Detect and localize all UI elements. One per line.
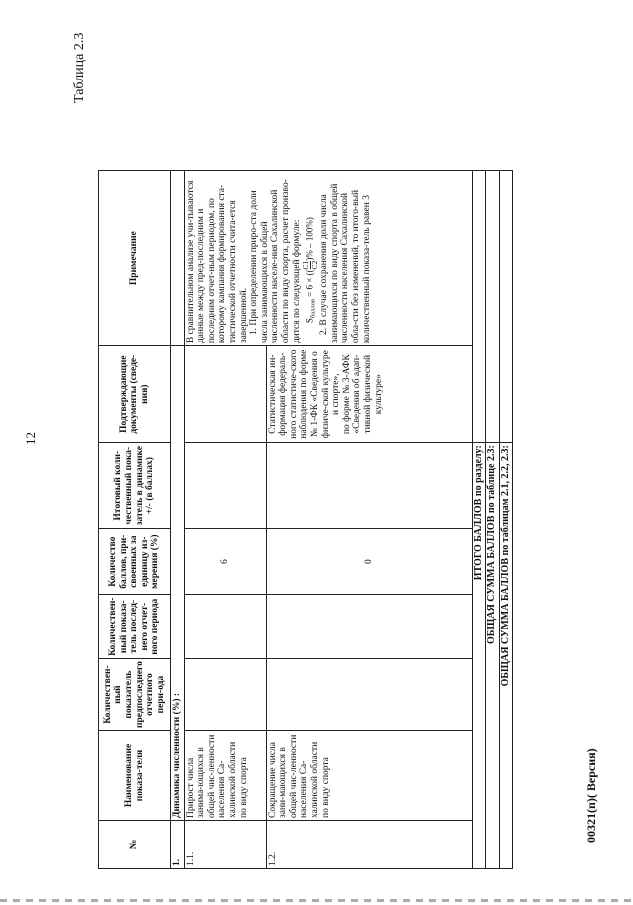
row-docs-empty bbox=[184, 346, 266, 443]
total-label: ОБЩАЯ СУММА БАЛЛОВ по таблицам 2.1, 2.2, 2.3: bbox=[499, 443, 513, 869]
header-name: Наименование показа-теля bbox=[99, 731, 171, 821]
row-total bbox=[184, 443, 266, 529]
header-num: № bbox=[99, 821, 171, 869]
note-cell bbox=[184, 171, 472, 346]
page-number: 12 bbox=[23, 432, 38, 445]
formula-lhs-sub: баллов bbox=[309, 299, 317, 319]
total-value bbox=[499, 171, 513, 443]
note-item-1: 1. При определении приро-ста доли числа занимающихся в общей численности населе-ния Сахалинской области по виду спорта, расчет произво-дится по следующей формуле: bbox=[249, 179, 302, 344]
formula-fraction bbox=[302, 261, 319, 270]
section-num: 1. bbox=[171, 821, 185, 869]
section-note-cell bbox=[171, 171, 185, 346]
section-row bbox=[171, 171, 185, 869]
row-num: 1.1. bbox=[184, 821, 266, 869]
table-title: Таблица 2.3 bbox=[72, 32, 87, 103]
header-row bbox=[99, 171, 171, 869]
total-value bbox=[486, 171, 500, 443]
header-total: Итоговый коли-чественный пока-затель в динамике +/- (в баллах) bbox=[99, 443, 171, 529]
row-num: 1.2. bbox=[266, 821, 472, 869]
header-points: Количество баллов, при-своенных за единицу из-мерения (%) bbox=[99, 529, 171, 595]
note-intro: В сравнительном анализе учи-тываются данные между пред-последним и последним отчет-ным периодом, по которому кампания формирования ста-тистической отчетности счита-ется завершенной. bbox=[185, 180, 249, 344]
row-name: Прирост числа занима-ющихся в общей чис-ленности населения Са-халинской области по виду спорта bbox=[184, 731, 266, 821]
docs-cell bbox=[266, 346, 472, 443]
total-label: ОБЩАЯ СУММА БАЛЛОВ по таблице 2.3: bbox=[486, 443, 500, 869]
footer-code: 00321(п)( Версия) bbox=[584, 748, 598, 843]
row-points: 0 bbox=[266, 529, 472, 595]
formula-lhs: S bbox=[304, 318, 315, 324]
formula-denominator: C2 bbox=[310, 260, 320, 270]
row-last-value bbox=[184, 595, 266, 659]
total-row bbox=[499, 171, 513, 869]
header-note: Примечание bbox=[99, 171, 171, 346]
note-formula bbox=[302, 173, 319, 343]
row-prev-value bbox=[266, 659, 472, 731]
section-label: Динамика численности (%) : bbox=[171, 346, 185, 821]
header-docs: Подтверждающие документы (сведе-ния) bbox=[99, 346, 171, 443]
row-prev-value bbox=[184, 659, 266, 731]
docs-text-2: по форме № 3-АФК «Сведения об адап-тивной физической культуре» bbox=[341, 354, 384, 435]
formula-mid: = 6 × (( bbox=[304, 269, 315, 300]
row-total bbox=[266, 443, 472, 529]
total-label: ИТОГО БАЛЛОВ по разделу: bbox=[472, 443, 486, 869]
total-row bbox=[472, 171, 486, 869]
row-points: 6 bbox=[184, 529, 266, 595]
row-last-value bbox=[266, 595, 472, 659]
formula-tail: )% – 100%) bbox=[304, 217, 315, 261]
note-item-2: 2. В случае сохранения доли числа занимающихся по виду спорта в общей численности населения Сахалинской обла-сти без изменений, то итого-вый количественный показа-тель равен 3 bbox=[319, 183, 372, 344]
scoring-table bbox=[98, 170, 513, 869]
table-row bbox=[184, 171, 266, 869]
row-name: Сокращение числа зани-мающихся в общей чис-ленности населения Са-халинской области по виду спорта bbox=[266, 731, 472, 821]
total-row bbox=[486, 171, 500, 869]
total-value bbox=[472, 171, 486, 443]
header-prev: Количествен-ный показатель предпоследнего отчетного пери-ода bbox=[99, 659, 171, 731]
formula-numerator: C1 bbox=[301, 260, 311, 270]
header-last: Количествен-ный показа-тель послед-него отчет-ного периода bbox=[99, 595, 171, 659]
docs-text-1: Статистическая ин-формация федераль-ного статистиче-ского наблюдения по форме № 1-ФК «Сведения о физиче-ской культуре и спорте», bbox=[267, 349, 342, 439]
